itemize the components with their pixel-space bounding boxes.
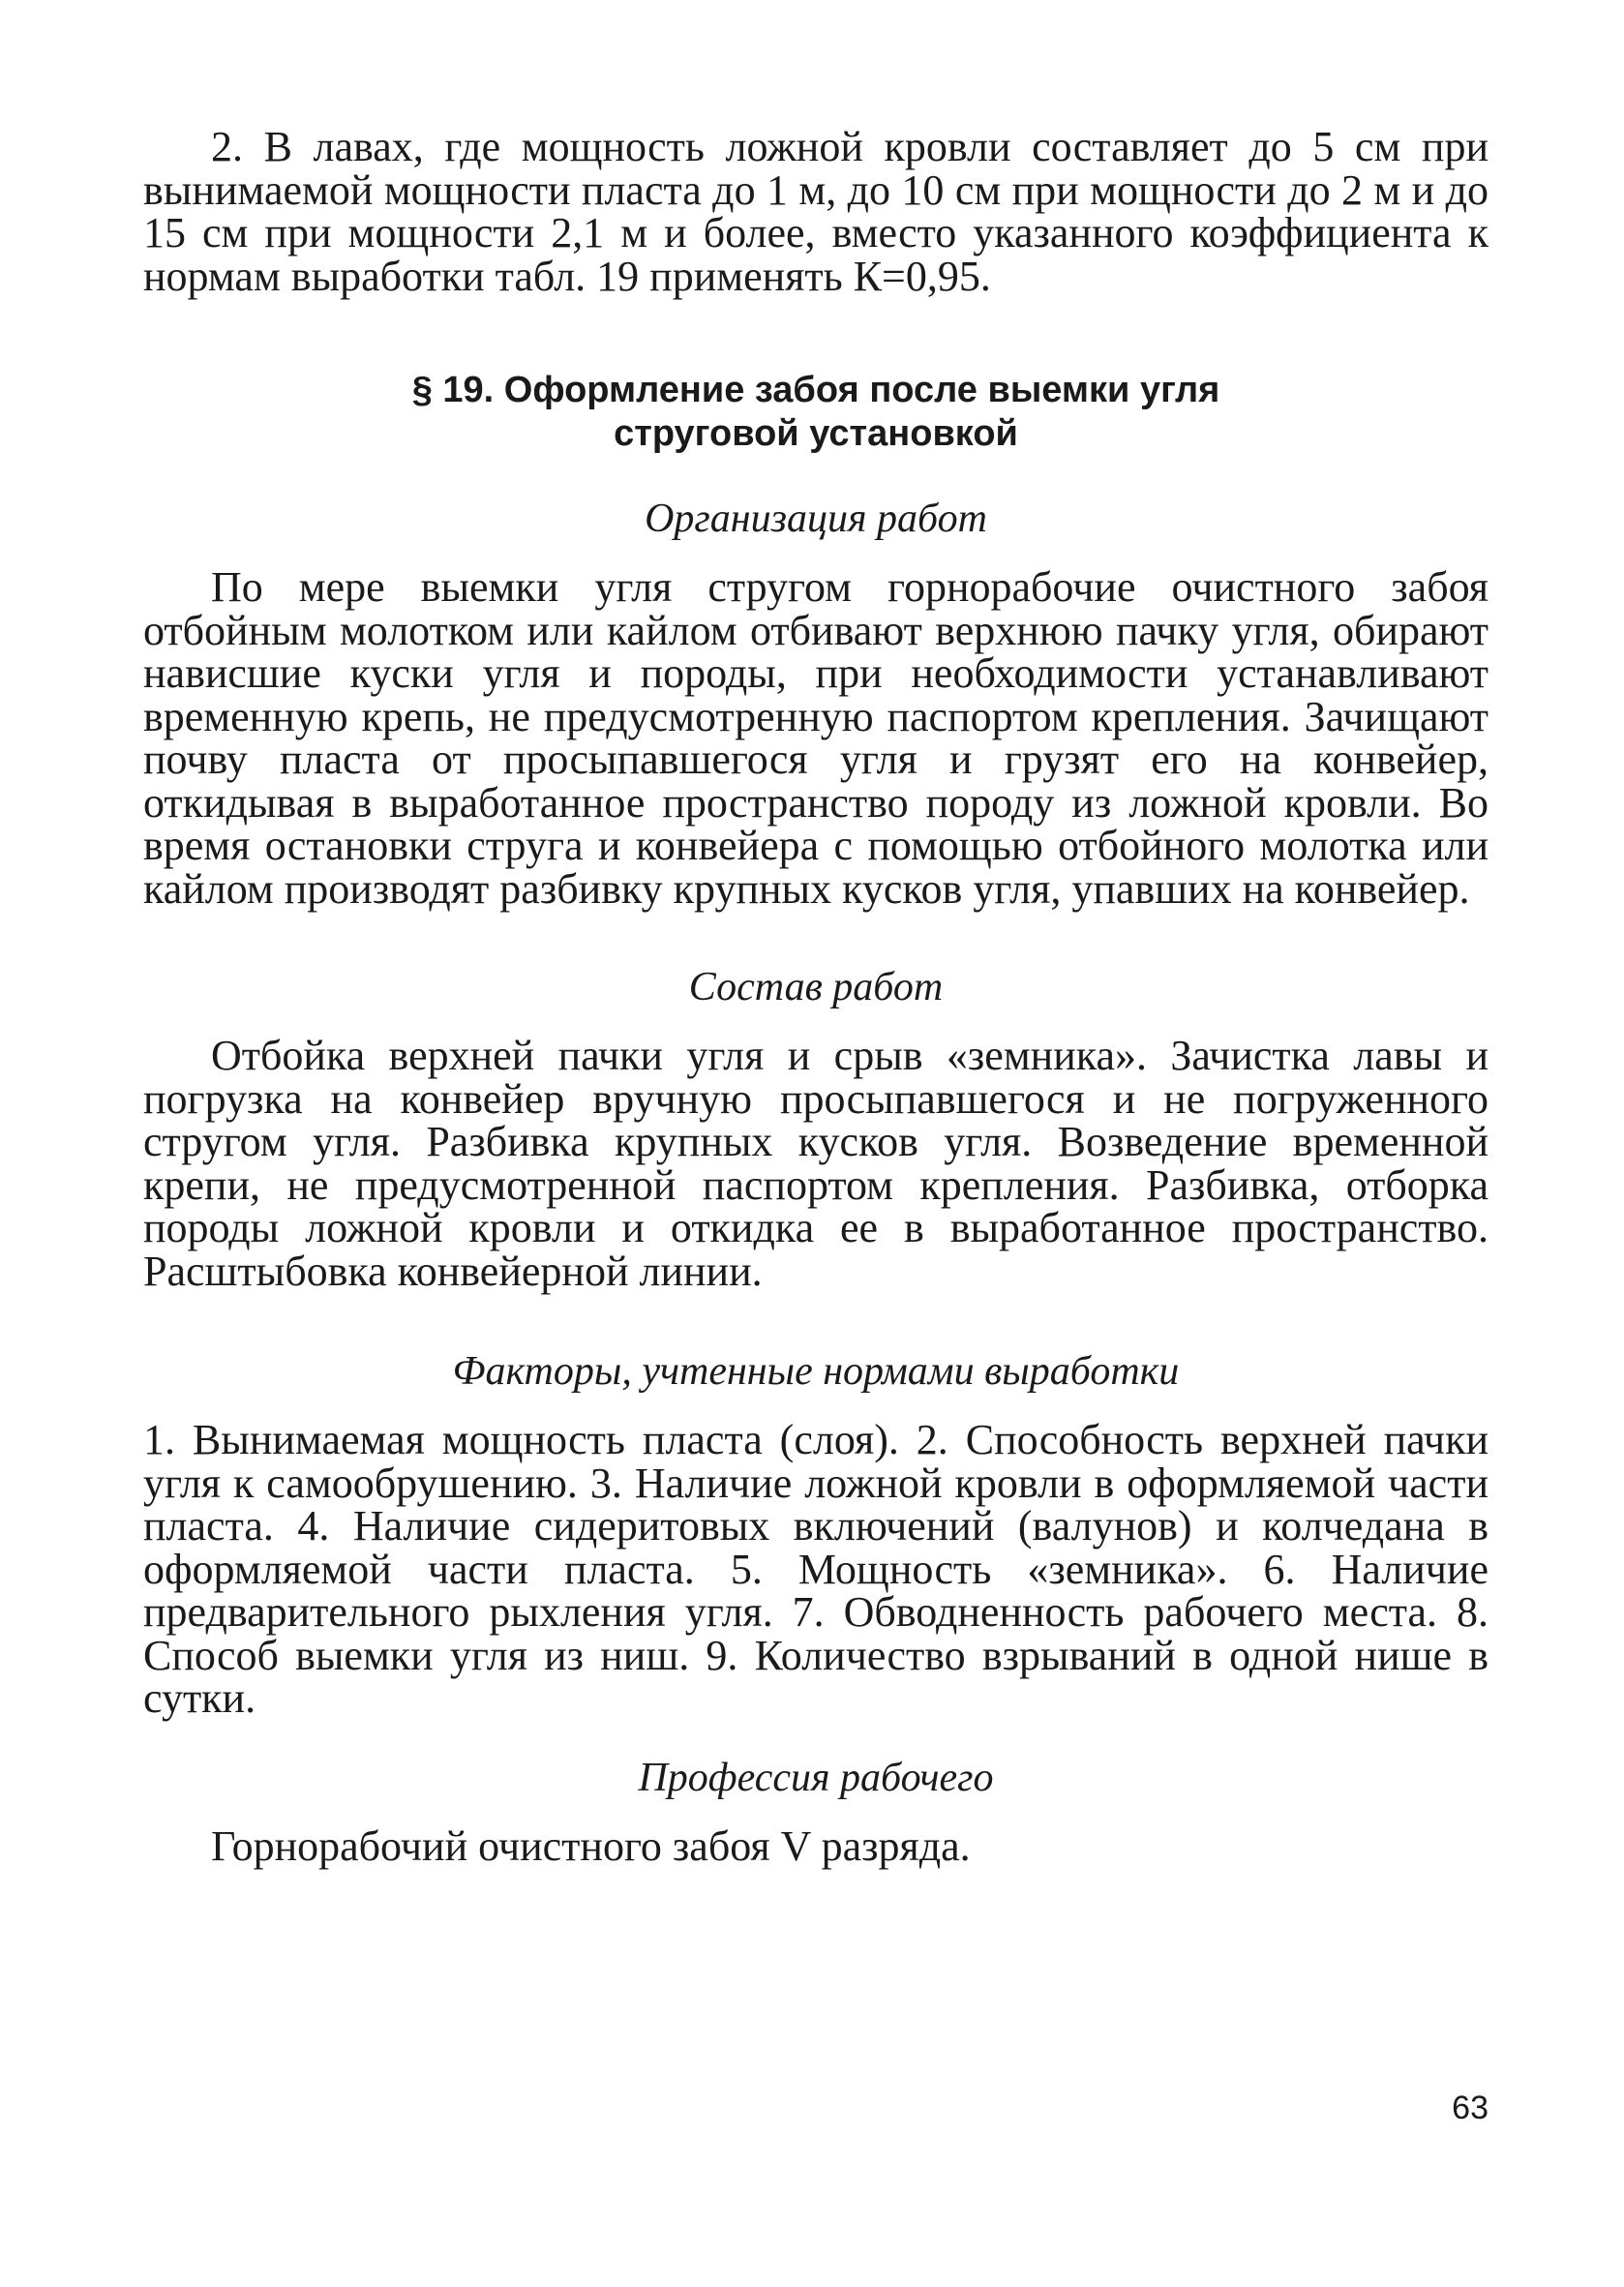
page-content — [143, 123, 1489, 1870]
intro-paragraph: 2. В лавах, где мощность ложной кровли составляет до 5 см при вынимаемой мощности пласта до 1 м, до 10 см при мощности до 2 м и до 15 см при мощности 2,1 м и более, вместо указанного коэффициента к нормам выработки табл. 19 применять К=0,95. — [143, 123, 1489, 300]
organization-heading: Организация работ — [645, 497, 987, 541]
section-title-line1: § 19. Оформление забоя после выемки угля — [411, 370, 1220, 410]
factors-heading: Факторы, учтенные нормами выработки — [452, 1349, 1180, 1394]
composition-heading: Состав работ — [688, 965, 944, 1009]
factors-text: 1. Вынимаемая мощность пласта (слоя). 2. Способность верхней пачки угля к самообрушению. 3. Наличие ложной кровли в оформляемой части пласта. 4. Наличие сидеритовых включений (валунов) и колчедана в оформляемой части пласта. 5. Мощность «земника». 6. Наличие предварительного рыхления угля. 7. Обводненность рабочего места. 8. Способ выемки угля из ниш. 9. Количество взрываний в одной нише в сутки. — [143, 1416, 1489, 1722]
profession-text: Горнорабочий очистного забоя V разряда. — [211, 1821, 971, 1870]
profession-heading: Профессия рабочего — [638, 1755, 994, 1800]
section-title-line2: струговой установкой — [614, 413, 1018, 454]
composition-text: Отбойка верхней пачки угля и срыв «земника». Зачистка лавы и погрузка на конвейер вручную просыпавшегося и не погруженного стругом угля. Разбивка крупных кусков угля. Возведение временной крепи, не предусмотренной паспортом крепления. Разбивка, отборка породы ложной кровли и откидка ее в выработанное пространство. Расштыбовка конвейерной линии. — [143, 1032, 1489, 1295]
page-number: 63 — [1452, 2090, 1489, 2126]
organization-text: По мере выемки угля стругом горнорабочие очистного забоя отбойным молотком или кайлом отбивают верхнюю пачку угля, обирают нависшие куски угля и породы, при необходимости устанавливают временную крепь, не предусмотренную паспортом крепления. Зачищают почву пласта от просыпавшегося угля и грузят его на конвейер, откидывая в выработанное пространство породу из ложной кровли. Во время остановки струга и конвейера с помощью отбойного молотка или кайлом производят разбивку крупных кусков угля, упавших на конвейер. — [143, 563, 1489, 913]
